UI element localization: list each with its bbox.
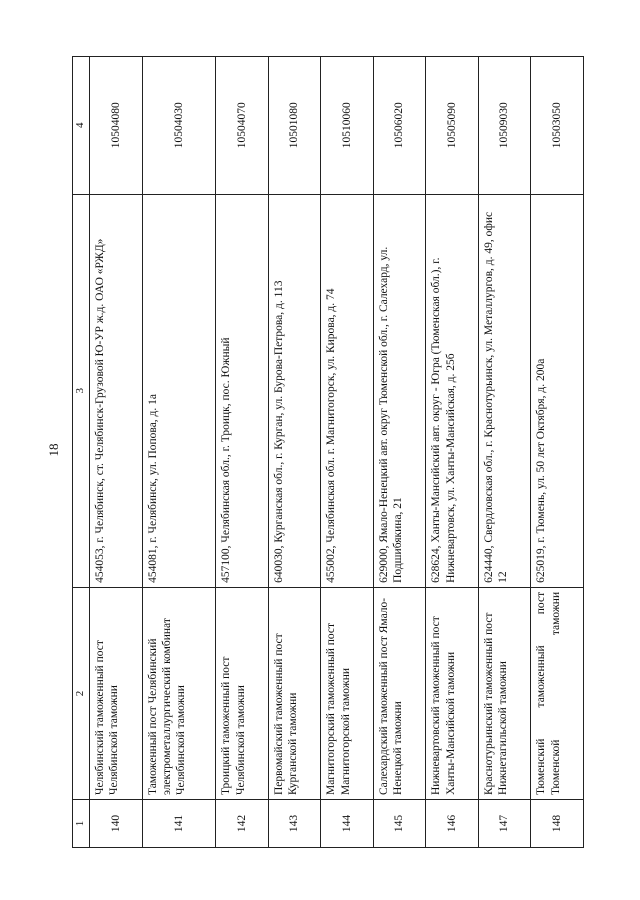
table-row: [478, 57, 531, 848]
row-number: 146: [426, 800, 479, 848]
post-code: 10501080: [268, 57, 321, 195]
post-code: 10509030: [478, 57, 531, 195]
post-address: 457100, Челябинская обл., г. Троицк, пос. Южный: [216, 194, 269, 587]
table-row: [142, 57, 216, 848]
post-name: Салехардский таможенный пост Ямало-Ненецкой таможни: [373, 587, 426, 799]
header-col-1: 1: [73, 800, 90, 848]
post-code: 10504070: [216, 57, 269, 195]
post-code: 10505090: [426, 57, 479, 195]
table-row: [373, 57, 426, 848]
table-row: [426, 57, 479, 848]
post-name: Челябинский таможенный пост Челябинской таможни: [90, 587, 143, 799]
row-number: 142: [216, 800, 269, 848]
post-address: 454053, г. Челябинск, ст. Челябинск-Грузовой Ю-УР ж.д. ОАО «РЖД»: [90, 194, 143, 587]
post-name: Магнитогорский таможенный пост Магнитогорской таможни: [321, 587, 374, 799]
table-row: [216, 57, 269, 848]
table-row: [531, 57, 584, 848]
post-name: Таможенный пост Челябинский электрометаллургический комбинат Челябинской таможни: [142, 587, 216, 799]
post-address: 625019, г. Тюмень, ул. 50 лет Октября, д. 200а: [531, 194, 584, 587]
row-number: 145: [373, 800, 426, 848]
post-code: 10504030: [142, 57, 216, 195]
row-number: 141: [142, 800, 216, 848]
table-row: [321, 57, 374, 848]
post-code: 10510060: [321, 57, 374, 195]
post-name: Первомайский таможенный пост Курганской таможни: [268, 587, 321, 799]
header-col-2: 2: [73, 587, 90, 799]
post-address: 455002, Челябинская обл. г. Магнитогорск, ул. Кирова, д. 74: [321, 194, 374, 587]
header-col-4: 4: [73, 57, 90, 195]
post-address: 624440, Свердловская обл., г. Краснотурьинск, ул. Металлургов, д. 49, офис 12: [478, 194, 531, 587]
post-name: Краснотурьинский таможенный пост Нижнетагильской таможни: [478, 587, 531, 799]
row-number: 143: [268, 800, 321, 848]
post-code: 10504080: [90, 57, 143, 195]
post-address: 640030, Курганская обл., г. Курган, ул. Бурова-Петрова, д. 113: [268, 194, 321, 587]
table-header-row: [73, 57, 90, 848]
post-address: 454081, г. Челябинск, ул. Попова, д. 1а: [142, 194, 216, 587]
customs-posts-table-container: [72, 56, 584, 848]
header-col-3: 3: [73, 194, 90, 587]
post-name: Нижневартовский таможенный пост Ханты-Мансийской таможни: [426, 587, 479, 799]
post-address: 628624, Ханты-Мансийский авт. округ - Югра (Тюменская обл.), г. Нижневартовск, ул. Ханты-Мансийская, д. 25б: [426, 194, 479, 587]
table-row: [90, 57, 143, 848]
row-number: 140: [90, 800, 143, 848]
post-code: 10503050: [531, 57, 584, 195]
page-number: 18: [46, 443, 61, 457]
table-row: [268, 57, 321, 848]
post-address: 629000, Ямало-Ненецкий авт. округ Тюменской обл., г. Салехард, ул. Подшибякина, 21: [373, 194, 426, 587]
row-number: 147: [478, 800, 531, 848]
row-number: 144: [321, 800, 374, 848]
post-name: Тюменский таможенный пост Тюменской таможни: [531, 587, 584, 799]
post-code: 10506020: [373, 57, 426, 195]
customs-posts-table: [72, 56, 584, 848]
post-name: Троицкий таможенный пост Челябинской таможни: [216, 587, 269, 799]
row-number: 148: [531, 800, 584, 848]
